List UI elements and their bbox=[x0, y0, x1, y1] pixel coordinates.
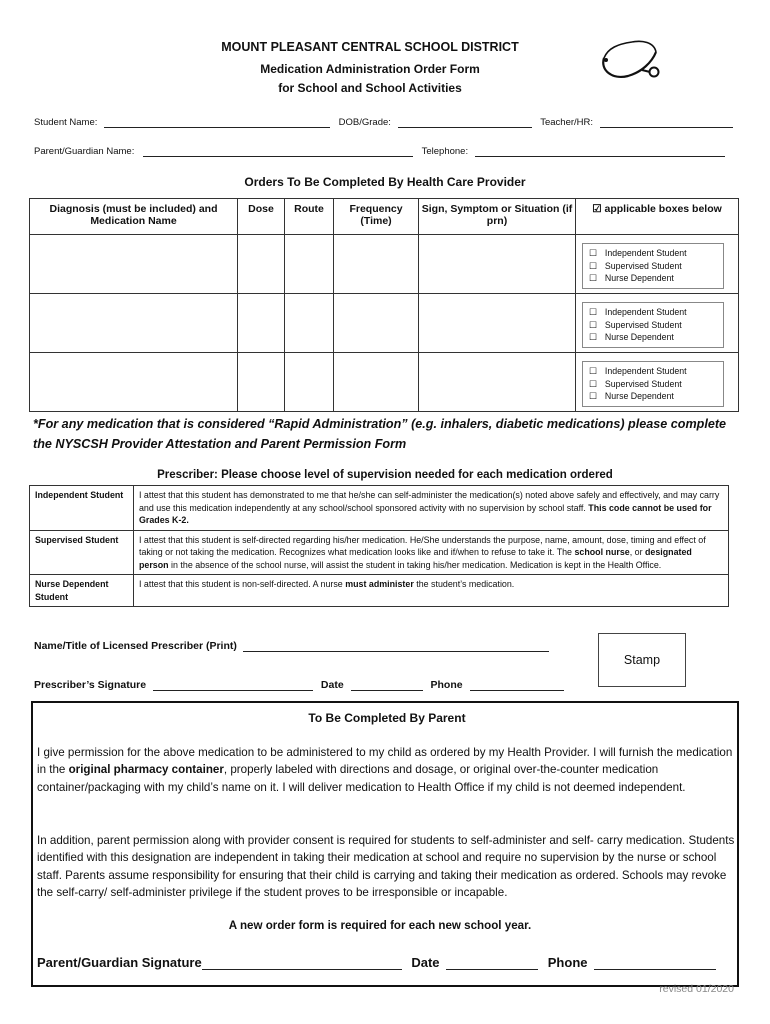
level-label: Independent Student bbox=[30, 486, 134, 531]
parent-name-label: Parent/Guardian Name: bbox=[34, 146, 135, 157]
student-name-field[interactable] bbox=[104, 116, 330, 128]
prescriber-signature-field[interactable] bbox=[153, 679, 313, 691]
level-label: Nurse Dependent Student bbox=[30, 575, 134, 607]
frequency-cell[interactable] bbox=[334, 353, 419, 412]
parent-date-label: Date bbox=[411, 955, 440, 970]
stethoscope-icon bbox=[598, 36, 662, 84]
table-row bbox=[30, 353, 739, 412]
independent-checkbox[interactable]: ☐ Independent Student bbox=[589, 365, 717, 378]
self-carry-paragraph: In addition, parent permission along with provider consent is required for students to self-administer and self- carry medication. Students identified with this designation are independent in taking their medication at school and require no supervision by the nurse or school staff. Parents assume responsibility for ensuring that their child is carrying and taking their medication as ordered. Schools may revoke the self-carry/ self-administer privilege if the student proves to be irresponsible or incapable. bbox=[37, 834, 735, 900]
parent-permission-paragraph: I give permission for the above medication to be administered to my child as ordered by my Health Provider. I will furnish the medication in the original pharmacy container, properly labeled with directions and dosage, or original over-the-counter medication container/packaging with my child’s name on it. I will deliver medication to Health Office if my child is not deemed independent. bbox=[37, 746, 733, 794]
diagnosis-cell[interactable] bbox=[30, 294, 238, 353]
parent-phone-field[interactable] bbox=[594, 956, 716, 970]
diagnosis-cell[interactable] bbox=[30, 353, 238, 412]
supervised-checkbox[interactable]: ☐ Supervised Student bbox=[589, 378, 717, 391]
district-name: MOUNT PLEASANT CENTRAL SCHOOL DISTRICT bbox=[221, 40, 519, 54]
prescriber-signature-label: Prescriber’s Signature bbox=[34, 679, 147, 691]
level-description: I attest that this student is self-directed regarding his/her medication. He/She understands the purpose, name, amount, dose, timing and effect of taking or not taking the medication. Recognizes what medication looks like and if/when to refuse to take it. The school nurse, or designated person in the absence of the school nurse, will assist the student in taking his/her medication. Medication is kept in the Health Office. bbox=[134, 530, 729, 575]
parent-section-title: To Be Completed By Parent bbox=[308, 711, 466, 725]
orders-title: Orders To Be Completed By Health Care Provider bbox=[244, 175, 526, 189]
teacher-hr-field[interactable] bbox=[600, 116, 733, 128]
level-description: I attest that this student is non-self-directed. A nurse must administer the student’s medication. bbox=[134, 575, 729, 607]
level-row-nurse-dependent bbox=[30, 575, 729, 607]
independent-checkbox[interactable]: ☐ Independent Student bbox=[589, 306, 717, 319]
parent-signature-row bbox=[37, 955, 716, 970]
parent-name-field[interactable] bbox=[143, 145, 413, 157]
frequency-cell[interactable] bbox=[334, 235, 419, 294]
col-sign-symptom: Sign, Symptom or Situation (if prn) bbox=[419, 199, 576, 235]
prescriber-date-field[interactable] bbox=[351, 679, 423, 691]
revised-date: revised 01/2020 bbox=[659, 983, 734, 995]
supervision-cell bbox=[576, 235, 739, 294]
student-info-row bbox=[34, 116, 733, 128]
prescriber-phone-field[interactable] bbox=[470, 679, 564, 691]
supervision-checkboxes bbox=[582, 361, 724, 407]
route-cell[interactable] bbox=[285, 353, 334, 412]
prescriber-name-row bbox=[34, 640, 549, 652]
supervision-cell bbox=[576, 353, 739, 412]
teacher-hr-label: Teacher/HR: bbox=[540, 117, 594, 128]
dose-cell[interactable] bbox=[238, 235, 285, 294]
sign-symptom-cell[interactable] bbox=[419, 353, 576, 412]
nurse-dependent-checkbox[interactable]: ☐ Nurse Dependent bbox=[589, 390, 717, 403]
stamp-box: Stamp bbox=[598, 633, 686, 687]
supervised-checkbox[interactable]: ☐ Supervised Student bbox=[589, 319, 717, 332]
dob-grade-label: DOB/Grade: bbox=[338, 117, 391, 128]
frequency-cell[interactable] bbox=[334, 294, 419, 353]
dose-cell[interactable] bbox=[238, 294, 285, 353]
form-title: Medication Administration Order Form bbox=[260, 62, 480, 76]
level-row-supervised bbox=[30, 530, 729, 575]
supervised-checkbox[interactable]: ☐ Supervised Student bbox=[589, 260, 717, 273]
sign-symptom-cell[interactable] bbox=[419, 235, 576, 294]
orders-table bbox=[29, 198, 739, 412]
level-description: I attest that this student has demonstrated to me that he/she can self-administer the medication(s) noted above safely and effectively, and may carry and use this medication independently at any school/school sponsored activity with no supervision by school staff. This code cannot be used for Grades K-2. bbox=[134, 486, 729, 531]
route-cell[interactable] bbox=[285, 235, 334, 294]
rapid-administration-note: *For any medication that is considered “Rapid Administration” (e.g. inhalers, diabetic medications) please complete the NYSCSH Provider Attestation and Parent Permission Form bbox=[33, 417, 727, 451]
nurse-dependent-checkbox[interactable]: ☐ Nurse Dependent bbox=[589, 331, 717, 344]
nurse-dependent-checkbox[interactable]: ☐ Nurse Dependent bbox=[589, 272, 717, 285]
supervision-checkboxes bbox=[582, 243, 724, 289]
level-row-independent bbox=[30, 486, 729, 531]
parent-phone-label: Phone bbox=[547, 955, 588, 970]
orders-header-row bbox=[30, 199, 739, 235]
supervision-checkboxes bbox=[582, 302, 724, 348]
parent-signature-label: Parent/Guardian Signature bbox=[37, 955, 202, 970]
supervision-cell bbox=[576, 294, 739, 353]
col-dose: Dose bbox=[238, 199, 285, 235]
independent-checkbox[interactable]: ☐ Independent Student bbox=[589, 247, 717, 260]
dose-cell[interactable] bbox=[238, 353, 285, 412]
table-row bbox=[30, 235, 739, 294]
prescriber-date-label: Date bbox=[320, 679, 344, 691]
col-diagnosis: Diagnosis (must be included) and Medication Name bbox=[30, 199, 238, 235]
level-label: Supervised Student bbox=[30, 530, 134, 575]
diagnosis-cell[interactable] bbox=[30, 235, 238, 294]
form-subtitle: for School and School Activities bbox=[278, 81, 462, 95]
prescriber-name-field[interactable] bbox=[243, 640, 549, 652]
parent-section bbox=[31, 701, 739, 987]
prescriber-title: Prescriber: Please choose level of supervision needed for each medication ordered bbox=[157, 469, 613, 481]
supervision-levels-table bbox=[29, 485, 729, 607]
student-name-label: Student Name: bbox=[34, 117, 98, 128]
prescriber-signature-row bbox=[34, 679, 564, 691]
telephone-field[interactable] bbox=[475, 145, 725, 157]
telephone-label: Telephone: bbox=[421, 146, 469, 157]
parent-info-row bbox=[34, 145, 725, 157]
new-order-notice: A new order form is required for each new school year. bbox=[228, 919, 532, 932]
col-frequency: Frequency (Time) bbox=[334, 199, 419, 235]
parent-date-field[interactable] bbox=[446, 956, 538, 970]
route-cell[interactable] bbox=[285, 294, 334, 353]
col-route: Route bbox=[285, 199, 334, 235]
sign-symptom-cell[interactable] bbox=[419, 294, 576, 353]
prescriber-name-label: Name/Title of Licensed Prescriber (Print) bbox=[34, 640, 237, 652]
table-row bbox=[30, 294, 739, 353]
parent-signature-field[interactable] bbox=[202, 956, 402, 970]
prescriber-phone-label: Phone bbox=[430, 679, 463, 691]
dob-grade-field[interactable] bbox=[398, 116, 532, 128]
col-applicable-boxes: ☑ applicable boxes below bbox=[576, 199, 739, 235]
